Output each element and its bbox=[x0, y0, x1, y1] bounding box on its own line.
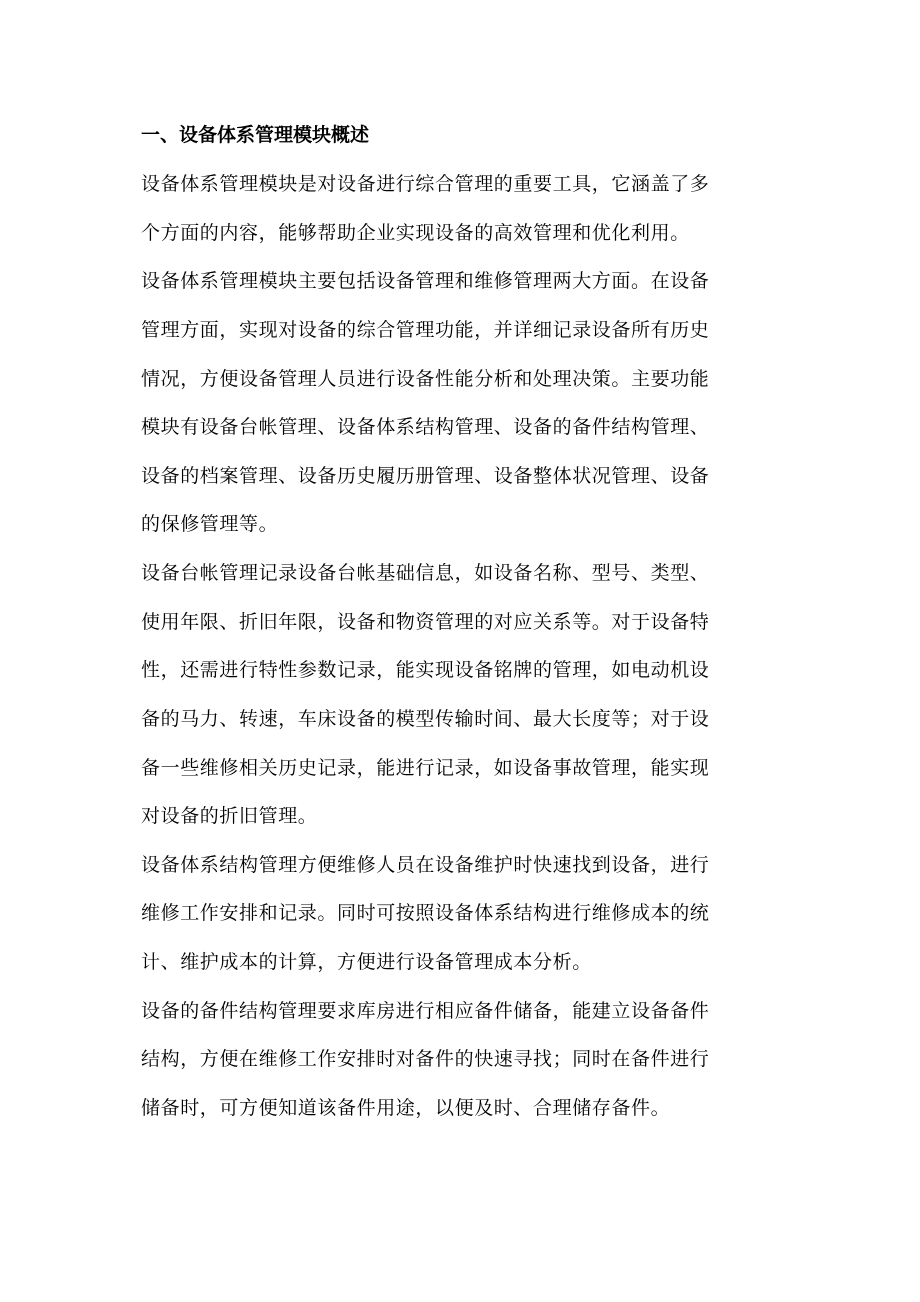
paragraph-line: 使用年限、折旧年限，设备和物资管理的对应关系等。对于设备特 bbox=[141, 611, 710, 633]
paragraph-line: 情况，方便设备管理人员进行设备性能分析和处理决策。主要功能 bbox=[141, 368, 710, 390]
paragraph-line: 的保修管理等。 bbox=[141, 513, 279, 535]
paragraph-line: 设备的档案管理、设备历史履历册管理、设备整体状况管理、设备 bbox=[141, 465, 710, 487]
paragraph-line: 个方面的内容，能够帮助企业实现设备的高效管理和优化利用。 bbox=[141, 222, 690, 244]
paragraph-line: 设备体系管理模块主要包括设备管理和维修管理两大方面。在设备 bbox=[141, 270, 710, 292]
paragraph-line: 计、维护成本的计算，方便进行设备管理成本分析。 bbox=[141, 951, 592, 973]
paragraph-line: 模块有设备台帐管理、设备体系结构管理、设备的备件结构管理、 bbox=[141, 416, 710, 438]
paragraph-line: 备的马力、转速，车床设备的模型传输时间、最大长度等；对于设 bbox=[141, 708, 710, 730]
paragraph-line: 备一些维修相关历史记录，能进行记录，如设备事故管理，能实现 bbox=[141, 757, 710, 779]
paragraph-line: 维修工作安排和记录。同时可按照设备体系结构进行维修成本的统 bbox=[141, 902, 710, 924]
paragraph-line: 管理方面，实现对设备的综合管理功能，并详细记录设备所有历史 bbox=[141, 319, 710, 341]
paragraph-line: 设备台帐管理记录设备台帐基础信息，如设备名称、型号、类型、 bbox=[141, 562, 710, 584]
paragraph-line: 性，还需进行特性参数记录，能实现设备铭牌的管理，如电动机设 bbox=[141, 659, 710, 681]
paragraph-line: 结构，方便在维修工作安排时对备件的快速寻找；同时在备件进行 bbox=[141, 1048, 710, 1070]
paragraph-line: 设备体系结构管理方便维修人员在设备维护时快速找到设备，进行 bbox=[141, 854, 710, 876]
paragraph-line: 储备时，可方便知道该备件用途，以便及时、合理储存备件。 bbox=[141, 1097, 671, 1119]
paragraph-line: 设备的备件结构管理要求库房进行相应备件储备，能建立设备备件 bbox=[141, 1000, 710, 1022]
paragraph-line: 对设备的折旧管理。 bbox=[141, 805, 318, 827]
paragraph-line: 设备体系管理模块是对设备进行综合管理的重要工具，它涵盖了多 bbox=[141, 173, 710, 195]
section-heading: 一、设备体系管理模块概述 bbox=[141, 124, 370, 146]
